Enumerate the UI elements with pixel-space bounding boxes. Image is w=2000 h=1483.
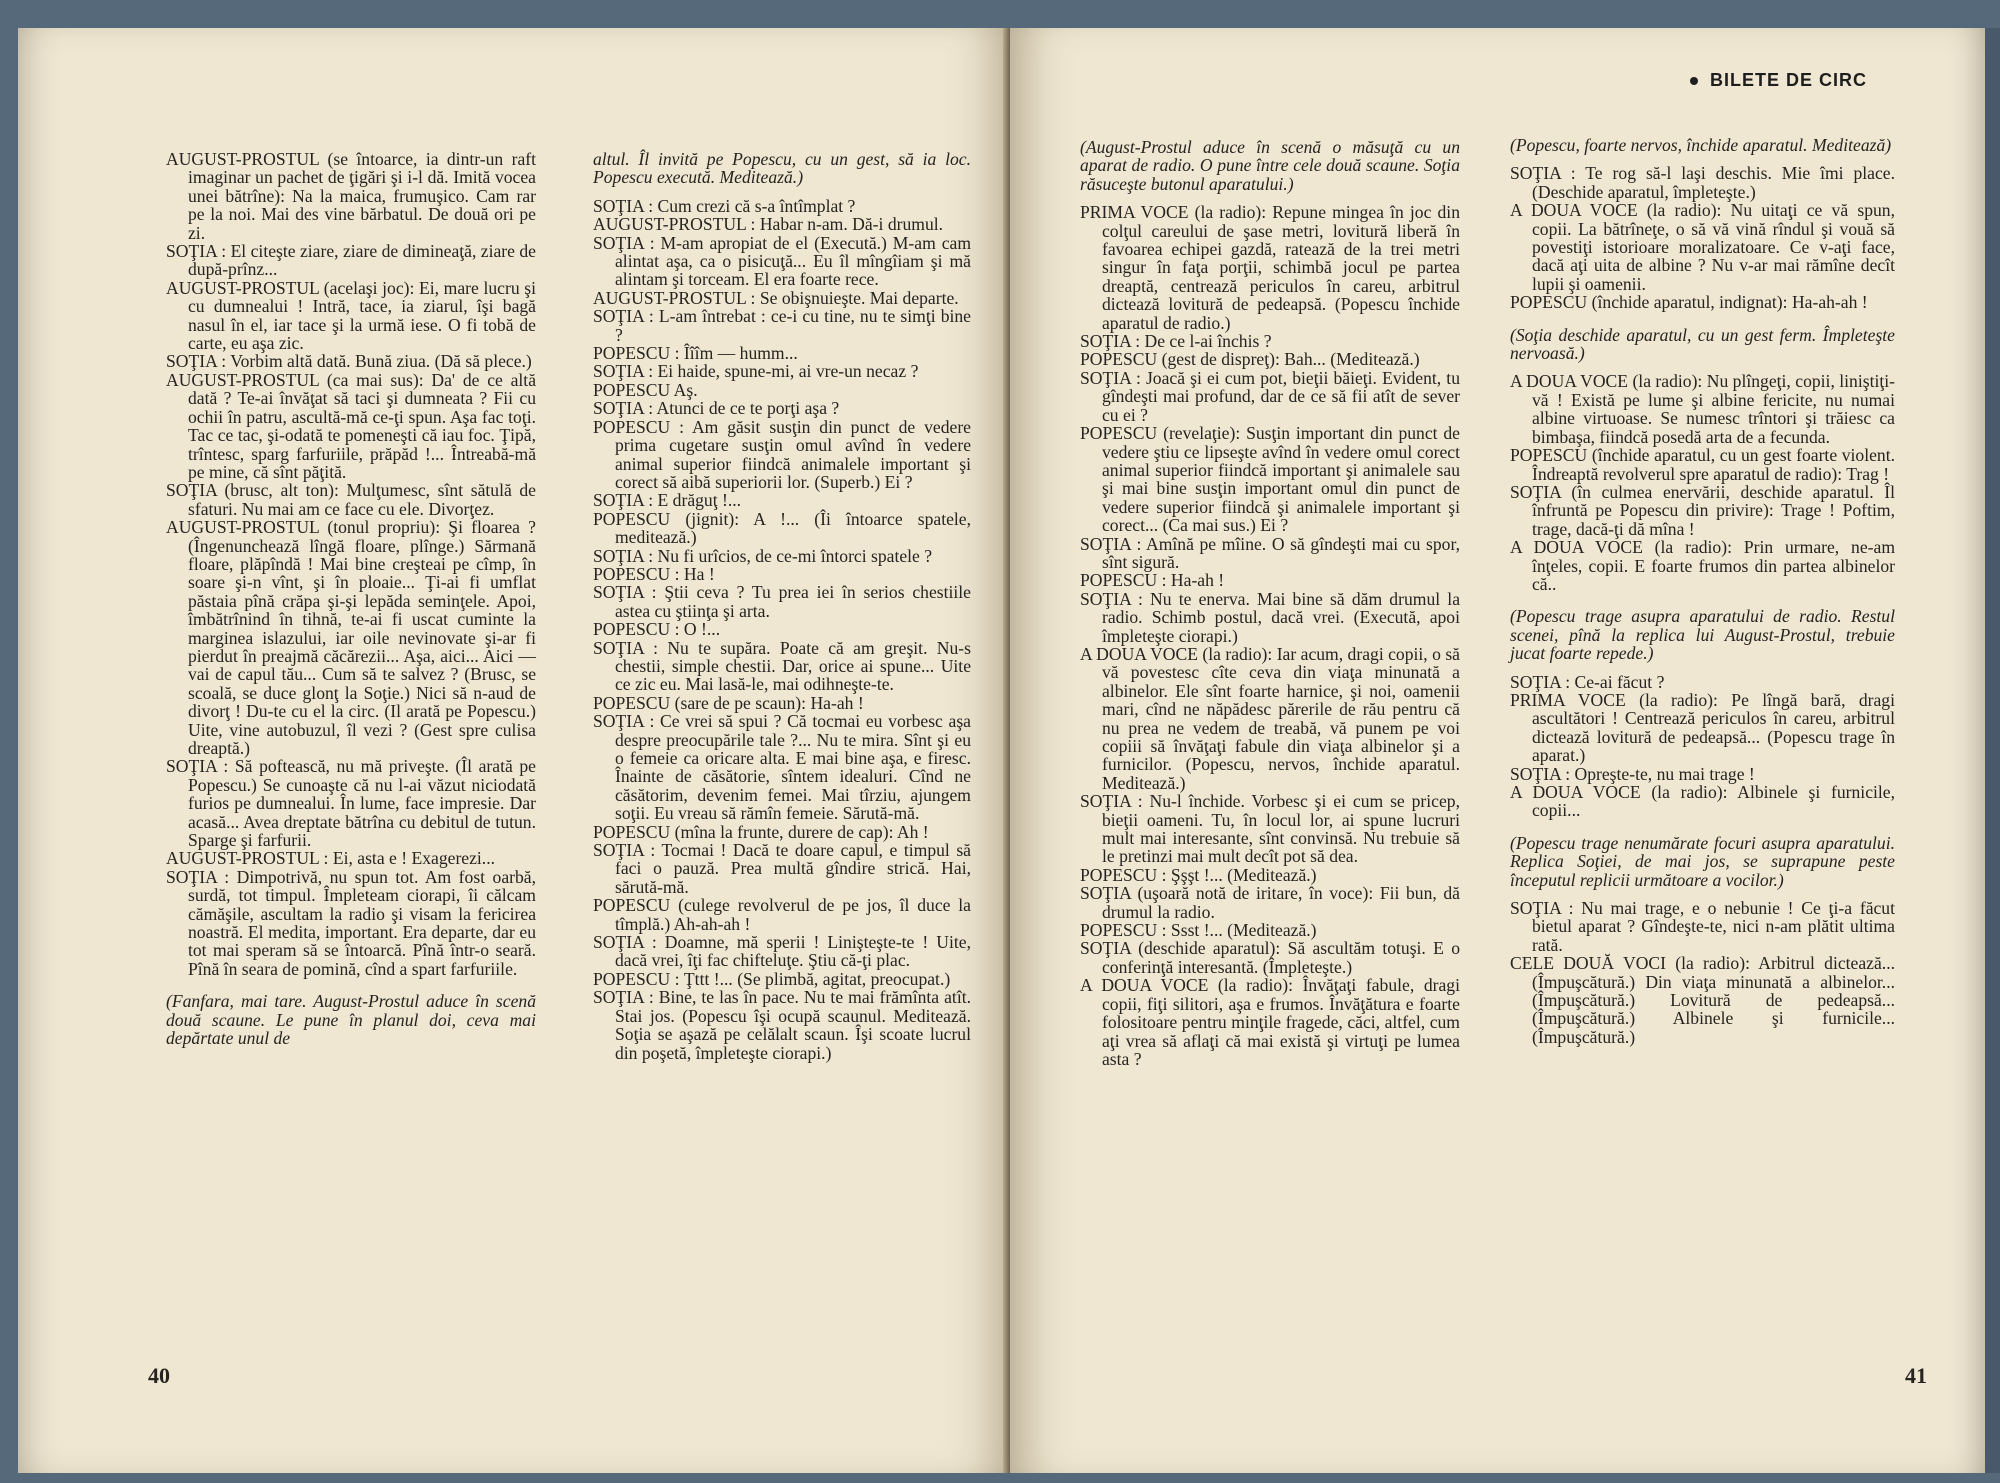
dialogue-line: AUGUST-PROSTUL : Habar n-am. Dă-i drumul.: [593, 214, 944, 235]
dialogue-line: SOŢIA : Tocmai ! Dacă te doare capul, e timpul să faci o pauză. Prea multă gîndire strică. Hai, sărută-mă.: [593, 840, 971, 897]
dialogue-line: A DOUA VOCE (la radio): Nu plîngeţi, copii, liniştiţi-vă ! Există pe lume şi albine fericite, nu numai albine virtuoase. Se numesc trîntori şi trăiesc ca bimbaşa, fiindcă posedă arta de a fecunda.: [1510, 371, 1895, 447]
stage-direction: (Fanfara, mai tare. August-Prostul aduce în scenă două scaune. Le pune în planul doi, ceva mai depărtate unul de: [166, 991, 536, 1049]
dialogue-line: SOŢIA : Vorbim altă dată. Bună ziua. (Dă să plece.): [166, 351, 532, 372]
dialogue-line: A DOUA VOCE (la radio): Albinele şi furnicile, copii...: [1510, 782, 1895, 821]
dialogue-line: A DOUA VOCE (la radio): Învăţaţi fabule, dragi copii, fiţi silitori, aşa e frumos. Învăţătura e foarte folositoare pentru minţile fragede, căci, altfel, cum aţi vrea să aflaţi că mai există şi virtuţi pe lumea asta ?: [1080, 975, 1460, 1069]
stage-direction: (Popescu trage nenumărate focuri asupra aparatului. Replica Soţiei, de mai jos, se suprapune peste începutul replicii următoare a vocilor.): [1510, 832, 1895, 890]
stage-direction: (Popescu trage asupra aparatului de radio. Restul scenei, pînă la replica lui August-Prostul, trebuie jucat foarte repede.): [1510, 606, 1895, 664]
book-cover-edge: [1985, 28, 2000, 1473]
dialogue-line: POPESCU (închide aparatul, indignat): Ha-ah-ah !: [1510, 292, 1868, 313]
dialogue-line: POPESCU : Şşşt !... (Meditează.): [1080, 864, 1317, 885]
right-page-column-2: [1510, 136, 1895, 1046]
dialogue-line: POPESCU : Îîîm — humm...: [593, 343, 798, 364]
dialogue-line: SOŢIA : Ce-ai făcut ?: [1510, 671, 1665, 692]
running-header-text: BILETE DE CIRC: [1710, 70, 1868, 90]
stage-direction: (Popescu, foarte nervos, închide aparatul. Meditează): [1510, 135, 1892, 155]
dialogue-line: SOŢIA (deschide aparatul): Să ascultăm totuşi. E o conferinţă interesantă. (Împleteşte.): [1080, 938, 1460, 977]
dialogue-line: SOŢIA : Dimpotrivă, nu spun tot. Am fost oarbă, surdă, tot timpul. Împleteam ciorapi, îi călcam cămăşile, ascultam la radio şi visam la fericirea noastră. El medita, important. Era departe, dar eu tot mai speram să se întoarcă. Pînă într-o seară. Pînă în seara de pomină, cînd a spart farfuriile.: [166, 866, 536, 979]
dialogue-line: SOŢIA : Cum crezi că s-a întîmplat ?: [593, 195, 856, 216]
dialogue-line: A DOUA VOCE (la radio): Prin urmare, ne-am înţeles, copii. E foarte frumos din partea albinelor că..: [1510, 537, 1895, 594]
dialogue-line: POPESCU (culege revolverul de pe jos, îl duce la tîmplă.) Ah-ah-ah !: [593, 895, 971, 934]
dialogue-line: POPESCU : Ha !: [593, 563, 715, 584]
dialogue-line: POPESCU : Ha-ah !: [1080, 570, 1225, 591]
dialogue-line: POPESCU (sare de pe scaun): Ha-ah !: [593, 692, 864, 713]
left-page: [18, 28, 1010, 1473]
bullet-icon: [1690, 77, 1698, 85]
page-number-right: 41: [1905, 1363, 1927, 1388]
dialogue-line: AUGUST-PROSTUL (tonul propriu): Şi floarea ? (Îngenunchează lîngă floare, plînge.) Sărmană floare, plăpîndă ! Mai bine creşteai pe cîmp, în soare şi-n vînt, şi în ploaie... Ţi-ai fi umflat păstaia pînă crăpa şi-şi lepăda seminţele. Apoi, îmbătrînind în tihnă, te-ai fi uscat cuminte la marginea islazului, iar oile nevinovate şi-ar fi pierdut în preajmă căcărezii... Aşa, aici... Aici — vai de capul tău... Cum să te salvez ? (Brusc, se scoală, se duce glonţ la Soţie.) Nici să n-aud de divorţ ! Du-te cu el la circ. (Il arată pe Popescu.) Uite, vine autobuzul, îl vezi ? (Gest spre culisa dreaptă.): [166, 517, 536, 758]
dialogue-line: SOŢIA (în culmea enervării, deschide aparatul. Îl înfruntă pe Popescu din privire): Trage ! Poftim, trage, dacă-ţi dă mîna !: [1510, 481, 1895, 539]
right-page-column-1: [1080, 138, 1460, 1068]
dialogue-line: POPESCU (revelaţie): Susţin important din punct de vedere ştiu ce lipseşte avînd în vedere omul corect animal superior fiindcă important şi animalele sau şi mai bine susţin important omul din punct de vedere superior fiindcă şi animalele important şi corect... (Ca mai sus.) Ei ?: [1080, 423, 1460, 536]
dialogue-line: AUGUST-PROSTUL (acelaşi joc): Ei, mare lucru şi cu dumnealui ! Intră, tace, ia ziarul, îşi bagă nasul în el, iar tace şi la urmă iese. O fi tobă de carte, eu aşa zic.: [166, 277, 536, 354]
page-number-left: 40: [148, 1363, 170, 1388]
dialogue-line: SOŢIA : L-am întrebat : ce-i cu tine, nu te simţi bine ?: [593, 306, 971, 345]
dialogue-line: SOŢIA : Ei haide, spune-mi, ai vre-un necaz ?: [593, 361, 919, 382]
right-page: [1010, 28, 1985, 1473]
dialogue-line: SOŢIA : De ce l-ai închis ?: [1080, 331, 1272, 352]
dialogue-line: POPESCU (mîna la frunte, durere de cap): Ah !: [593, 821, 929, 842]
left-page-column-2: [593, 150, 971, 1062]
dialogue-line: POPESCU : Am găsit susţin din punct de vedere prima cugetare susţin omul avînd în vedere animal superior fiindcă animalele important şi corect să aibă superiorii lor. (Superb.) Ei ?: [593, 416, 971, 492]
running-header: [1690, 70, 1867, 91]
dialogue-line: POPESCU : Ssst !... (Meditează.): [1080, 920, 1317, 941]
dialogue-line: SOŢIA : E drăguţ !...: [593, 490, 742, 511]
dialogue-line: POPESCU (închide aparatul, cu un gest foarte violent. Îndreaptă revolverul spre aparatul de radio): Trag !: [1510, 445, 1895, 484]
dialogue-line: AUGUST-PROSTUL : Ei, asta e ! Exagerezi...: [166, 848, 496, 869]
dialogue-line: SOŢIA : Amînă pe mîine. O să gîndeşti mai cu spor, sînt sigură.: [1080, 533, 1460, 572]
dialogue-line: SOŢIA : Te rog să-l laşi deschis. Mie îmi place. (Deschide aparatul, împleteşte.): [1510, 163, 1895, 202]
dialogue-line: SOŢIA : Ce vrei să spui ? Că tocmai eu vorbesc aşa despre preocupările tale ?... Nu te mira. Sînt şi eu o femeie ca oricare alta. E mai bine aşa, e firesc. Înainte de căsătorie, sîntem idealuri. Cînd ne căsătorim, devenim femei. Mai tîrziu, ajungem soţii. Eu vreau să rămîn femeie. Sărută-mă.: [593, 711, 971, 824]
dialogue-line: SOŢIA : M-am apropiat de el (Execută.) M-am cam alintat aşa, ca o pisicuţă... Eu îl mîngîiam şi mă alintam şi torceam. El era foarte rece.: [593, 232, 971, 290]
dialogue-line: SOŢIA : Nu te supăra. Poate că am greşit. Nu-s chestii, simple chestii. Dar, orice ai spune... Uite ce zic eu. Mai lasă-le, mai odihneşte-te.: [593, 637, 971, 695]
dialogue-line: SOŢIA : Nu fi urîcios, de ce-mi întorci spatele ?: [593, 545, 933, 566]
stage-direction: (Soţia deschide aparatul, cu un gest ferm. Împleteşte nervoasă.): [1510, 324, 1895, 364]
dialogue-line: SOŢIA (brusc, alt ton): Mulţumesc, sînt sătulă de sfaturi. Nu mai am ce face cu ele. Divorţez.: [166, 480, 536, 519]
dialogue-line: PRIMA VOCE (la radio): Pe lîngă bară, dragi ascultători ! Centrează periculos în careu, arbitrul dictează lovitură de pedeapsă... (Popescu trage în aparat.): [1510, 689, 1895, 766]
dialogue-line: SOŢIA (uşoară notă de iritare, în voce): Fii bun, dă drumul la radio.: [1080, 883, 1460, 922]
left-page-column-1: [166, 150, 536, 1058]
dialogue-line: AUGUST-PROSTUL : Se obişnuieşte. Mai departe.: [593, 287, 959, 308]
dialogue-line: PRIMA VOCE (la radio): Repune mingea în joc din colţul careului de şase metri, lovitură liberă în favoarea echipei gazdă, ratează de la trei metri singur în faţa porţii, schimbă jocul pe partea dreaptă, centrează periculos în careu, arbitrul dictează lovitură de pedeapsă. (Popescu închide aparatul de radio.): [1080, 202, 1460, 333]
dialogue-line: POPESCU (jignit): A !... (Îi întoarce spatele, meditează.): [593, 508, 971, 548]
dialogue-line: SOŢIA : Joacă şi ei cum pot, bieţii băieţi. Evident, tu gîndeşti mai profund, dar de ce să fii atît de sever cu ei ?: [1080, 367, 1460, 425]
dialogue-line: A DOUA VOCE (la radio): Iar acum, dragi copii, o să vă povestesc cîte ceva din viaţa minunată a albinelor. Ele sînt foarte harnice, şi noi, oamenii mari, cînd ne năpădesc părerile de rău pentru că nu prea ne vedem de treabă, vă punem pe voi copiii să învăţaţi fabule din viaţa albinelor şi a furnicilor. (Popescu, nervos, închide aparatul. Meditează.): [1080, 643, 1460, 793]
dialogue-line: SOŢIA : Doamne, mă sperii ! Linişteşte-te ! Uite, dacă vrei, îţi fac chifteluţe. Ştiu că-ţi plac.: [593, 932, 971, 971]
dialogue-line: AUGUST-PROSTUL (se întoarce, ia dintr-un raft imaginar un pachet de ţigări şi i-l dă. Imită vocea unei bătrîne): Na la maica, frumuşico. Cam rar pe la noi. Mai des vine bărbatul. De două ori pe zi.: [166, 149, 536, 243]
dialogue-line: POPESCU Aş.: [593, 379, 698, 400]
dialogue-line: A DOUA VOCE (la radio): Nu uitaţi ce vă spun, copii. La bătrîneţe, o să vă vină rîndul şi vouă să povestiţi istorioare moralizatoare. Ce v-aţi face, dacă aţi uita de albine ? Nu v-ar mai rămîne decît lupii şi oamenii.: [1510, 200, 1895, 294]
dialogue-line: SOŢIA : Nu-l închide. Vorbesc şi ei cum se pricep, bieţii oameni. Tu, în locul lor, ai spune lucruri mult mai interesante, sînt convinsă. Nu trebuie să le pretinzi mai mult decît pot să dea.: [1080, 791, 1460, 867]
stage-direction: altul. Îl invită pe Popescu, cu un gest, să ia loc. Popescu execută. Meditează.): [593, 149, 971, 188]
dialogue-line: SOŢIA : El citeşte ziare, ziare de dimineaţă, ziare de după-prînz...: [166, 241, 536, 280]
dialogue-line: SOŢIA : Să poftească, nu mă priveşte. (Îl arată pe Popescu.) Se cunoaşte că nu l-ai văzut niciodată furios pe dumnealui. În lume, face impresie. Dar acasă... Avea dreptate bătrîna cu debitul de tutun. Sparge şi farfurii.: [166, 756, 536, 851]
dialogue-line: SOŢIA : Opreşte-te, nu mai trage !: [1510, 763, 1755, 784]
dialogue-line: SOŢIA : Atunci de ce te porţi aşa ?: [593, 398, 840, 419]
stage-direction: (August-Prostul aduce în scenă o măsuţă cu un aparat de radio. O pune între cele două scaune. Soţia răsuceşte butonul aparatului.): [1080, 137, 1460, 194]
dialogue-line: SOŢIA : Nu mai trage, e o nebunie ! Ce ţi-a făcut bietul aparat ? Gîndeşte-te, nici n-am plătit ultima rată.: [1510, 898, 1895, 955]
dialogue-line: SOŢIA : Bine, te las în pace. Nu te mai frămînta atît. Stai jos. (Popescu îşi ocupă scaunul. Meditează. Soţia se aşază pe celălalt scaun. Îşi scoate lucrul din poşetă, împleteşte ciorapi.): [593, 987, 971, 1063]
dialogue-line: SOŢIA : Nu te enerva. Mai bine să dăm drumul la radio. Schimb postul, dacă vrei. (Execută, apoi împleteşte ciorapi.): [1080, 588, 1460, 646]
dialogue-line: SOŢIA : Ştii ceva ? Tu prea iei în serios chestiile astea cu ştiinţa şi arta.: [593, 582, 971, 621]
dialogue-line: AUGUST-PROSTUL (ca mai sus): Da' de ce altă dată ? Te-ai învăţat să taci şi dumneata ? Fii cu ochii în patru, ascultă-mă ce-ţi spun. Aşa fac toţi. Tac ce tac, şi-odată te pomeneşti că iau foc. Ţipă, trîntesc, sparg farfuriile, prăpăd !... Întreabă-mă pe mine, că sînt păţită.: [166, 369, 536, 482]
dialogue-line: POPESCU : Ţttt !... (Se plimbă, agitat, preocupat.): [593, 968, 951, 989]
dialogue-line: CELE DOUĂ VOCI (la radio): Arbitrul dictează... (Împuşcătură.) Din viaţa minunată a albinelor... (Împuşcătură.) Lovitură de pedeapsă... (Împuşcătură.) Albinele şi furnicile... (Împuşcătură.): [1510, 953, 1895, 1047]
dialogue-line: POPESCU (gest de dispreţ): Bah... (Meditează.): [1080, 349, 1420, 370]
dialogue-line: POPESCU : O !...: [593, 619, 721, 640]
